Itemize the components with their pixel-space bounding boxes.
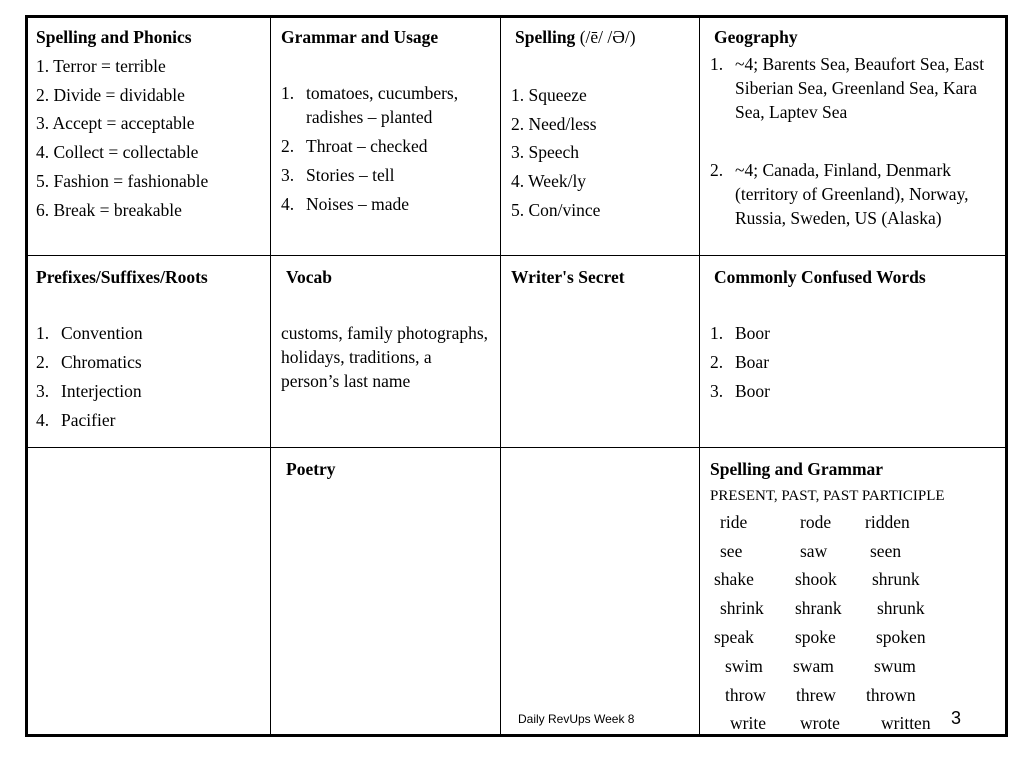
list-item: 6. Break = breakable (36, 199, 182, 220)
verb-row (710, 537, 1000, 566)
footer-text: Daily RevUps Week 8 (518, 712, 635, 726)
cell-commonly-confused-words (710, 263, 1000, 408)
cell-title: Prefixes/Suffixes/Roots (36, 267, 208, 287)
past-participle-form: shrunk (877, 598, 925, 619)
cell-vocab (281, 263, 493, 393)
verb-row (710, 623, 1000, 652)
past-form: saw (800, 540, 828, 561)
list-item: 3. Speech (511, 142, 580, 163)
present-form: shake (714, 569, 754, 590)
past-participle-form: ridden (865, 511, 910, 532)
cell-title: Spelling and Grammar (710, 459, 884, 479)
cell-title: Vocab (286, 267, 333, 287)
present-form: see (720, 540, 743, 561)
list-item: 4. Week/ly (511, 171, 587, 192)
verb-row (710, 681, 1000, 710)
present-form: speak (714, 626, 754, 647)
list-item: 1. ~4; Barents Sea, Beaufort Sea, East Siberian Sea, Greenland Sea, Kara Sea, Laptev Sea (710, 53, 985, 122)
cell-title: Commonly Confused Words (714, 267, 926, 287)
past-form: threw (796, 684, 836, 705)
list-item: 4. Collect = collectable (36, 142, 199, 163)
row-divider (28, 255, 1005, 256)
verb-row (710, 594, 1000, 623)
cell-title: Spelling and Phonics (36, 27, 192, 47)
past-participle-form: shrunk (872, 569, 920, 590)
cell-geography (710, 23, 1000, 235)
column-divider (270, 18, 271, 734)
verb-row (710, 652, 1000, 681)
list-item: 5. Con/vince (511, 199, 601, 220)
cell-spelling-phonics (36, 23, 266, 225)
past-form: swam (793, 655, 834, 676)
list-item: 3. Accept = acceptable (36, 113, 195, 134)
list-item: 1. Convention (36, 322, 143, 343)
past-form: shrank (795, 598, 842, 619)
verb-row (710, 565, 1000, 594)
worksheet-table (25, 15, 1008, 737)
past-participle-form: swum (874, 655, 916, 676)
past-form: spoke (795, 626, 836, 647)
present-form: write (730, 713, 766, 734)
present-form: shrink (720, 598, 764, 619)
cell-title: Writer's Secret (511, 267, 625, 287)
cell-grammar-usage (281, 23, 493, 221)
present-form: throw (725, 684, 766, 705)
list-item: 5. Fashion = fashionable (36, 170, 209, 191)
list-item: 2. Divide = dividable (36, 84, 185, 105)
past-participle-form: written (881, 713, 931, 734)
present-form: swim (725, 655, 763, 676)
list-item: 2. Throat – checked (281, 135, 428, 156)
cell-subtitle: PRESENT, PAST, PAST PARTICIPLE (710, 487, 945, 504)
list-item: 2. Boar (710, 351, 770, 372)
cell-spelling (511, 23, 696, 225)
cell-spelling-grammar (710, 455, 1000, 738)
past-form: rode (800, 511, 832, 532)
past-form: wrote (800, 713, 840, 734)
list-item: 1. Boor (710, 322, 770, 343)
list-item: 1. tomatoes, cucumbers, radishes – planted (281, 82, 459, 127)
list-item: 1. Squeeze (511, 84, 587, 105)
past-participle-form: thrown (866, 684, 916, 705)
present-form: ride (720, 511, 748, 532)
cell-title: Geography (714, 27, 798, 47)
cell-title: Spelling (/ē/ /Ə/) (515, 27, 636, 47)
list-item: 4. Noises – made (281, 193, 410, 214)
list-item: 3. Boor (710, 380, 770, 401)
list-item: 2. Chromatics (36, 351, 142, 372)
past-form: shook (795, 569, 837, 590)
past-participle-form: spoken (876, 626, 926, 647)
column-divider (500, 18, 501, 734)
cell-title: Poetry (286, 459, 336, 479)
list-item: 3. Stories – tell (281, 164, 395, 185)
cell-poetry (281, 455, 493, 484)
column-divider (699, 18, 700, 734)
list-item: 1. Terror = terrible (36, 55, 166, 76)
list-item: 4. Pacifier (36, 409, 116, 430)
cell-prefixes-suffixes-roots (36, 263, 266, 437)
cell-title: Grammar and Usage (281, 27, 439, 47)
list-item: 2. ~4; Canada, Finland, Denmark (territory of Greenland), Norway, Russia, Sweden, US (Alaska) (710, 159, 969, 228)
list-item: 3. Interjection (36, 380, 142, 401)
verb-row (710, 508, 1000, 537)
past-participle-form: seen (870, 540, 902, 561)
cell-writers-secret (511, 263, 696, 292)
list-item: 2. Need/less (511, 113, 597, 134)
page-number: 3 (951, 708, 962, 728)
verb-table (710, 508, 1000, 738)
row-divider (28, 447, 1005, 448)
vocab-text: customs, family photographs, holidays, traditions, a person’s last name (281, 322, 489, 391)
